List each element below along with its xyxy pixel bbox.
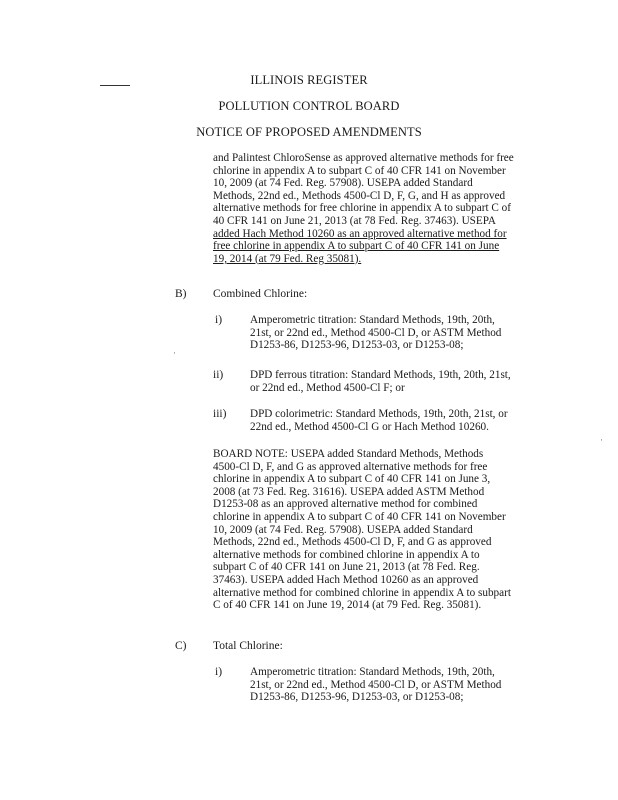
note-line: C of 40 CFR 141 on June 19, 2014 (at 79 Fed. Reg. 35081).	[213, 599, 482, 612]
section-c-label: C)	[175, 640, 187, 652]
intro-line: 40 CFR 141 on June 21, 2013 (at 78 Fed. Reg. 37463). USEPA	[213, 214, 497, 227]
text-line: DPD colorimetric: Standard Methods, 19th, 20th, 21st, or	[250, 408, 508, 420]
text-line: Amperometric titration: Standard Methods, 19th, 20th,	[250, 666, 495, 678]
notice-title: NOTICE OF PROPOSED AMENDMENTS	[196, 125, 422, 139]
b-item-2-num: ii)	[213, 369, 224, 381]
text-line: 21st, or 22nd ed., Method 4500-Cl D, or ASTM Method	[250, 678, 502, 691]
intro-line-amended: 19, 2014 (at 79 Fed. Reg 35081).	[213, 252, 362, 265]
b-item-3-text	[250, 408, 508, 433]
board-note	[213, 448, 511, 612]
b-item-1-text	[250, 314, 501, 352]
note-line: 10, 2009 (at 74 Fed. Reg. 57908). USEPA added Standard	[213, 523, 473, 536]
intro-line-amended: added Hach Method 10260 as an approved alternative method for	[213, 227, 507, 240]
register-title: ILLINOIS REGISTER	[250, 73, 368, 87]
text-line: 22nd ed., Method 4500-Cl G or Hach Method 10260.	[250, 420, 489, 433]
section-c-title: Total Chlorine:	[213, 640, 283, 652]
note-line: alternative methods for combined chlorine in appendix A to	[213, 548, 480, 561]
text-line: D1253-86, D1253-96, D1253-03, or D1253-08;	[250, 691, 464, 704]
intro-line: 10, 2009 (at 74 Fed. Reg. 57908). USEPA added Standard	[213, 177, 473, 190]
section-b-label: B)	[175, 288, 187, 300]
scan-speck: ·	[600, 435, 603, 445]
note-line: 2008 (at 73 Fed. Reg. 31616). USEPA added ASTM Method	[213, 485, 485, 498]
intro-line-amended: free chlorine in appendix A to subpart C of 40 CFR 141 on June	[213, 240, 500, 253]
b-item-3-num: iii)	[213, 408, 227, 420]
note-line: 4500-Cl D, F, and G as approved alternative methods for free	[213, 460, 488, 473]
note-line: chlorine in appendix A to subpart C of 40 CFR 141 on November	[213, 510, 506, 523]
text-line: 21st, or 22nd ed., Method 4500-Cl D, or ASTM Method	[250, 326, 502, 339]
intro-line: and Palintest ChloroSense as approved alternative methods for free	[213, 152, 514, 164]
scan-speck: ·	[173, 348, 176, 358]
note-line: 37463). USEPA added Hach Method 10260 as an approved	[213, 573, 479, 586]
board-title: POLLUTION CONTROL BOARD	[218, 99, 400, 113]
b-item-2-text	[250, 369, 511, 394]
note-line: chlorine in appendix A to subpart C of 40 CFR 141 on June 3,	[213, 473, 491, 486]
note-line: subpart C of 40 CFR 141 on June 21, 2013 (at 78 Fed. Reg.	[213, 561, 480, 574]
intro-line: chlorine in appendix A to subpart C of 40 CFR 141 on November	[213, 164, 506, 177]
intro-line: alternative methods for free chlorine in appendix A to subpart C of	[213, 202, 511, 215]
c-item-1-num: i)	[215, 666, 223, 678]
intro-line: Methods, 22nd ed., Methods 4500-Cl D, F, G, and H as approved	[213, 189, 506, 202]
note-line: BOARD NOTE: USEPA added Standard Methods, Methods	[213, 448, 484, 460]
note-line: alternative method for combined chlorine in appendix A to subpart	[213, 586, 511, 599]
text-line: D1253-86, D1253-96, D1253-03, or D1253-08;	[250, 339, 464, 352]
b-item-1-num: i)	[215, 314, 223, 326]
note-line: Methods, 22nd ed., Methods 4500-Cl D, F, and G as approved	[213, 536, 492, 549]
c-item-1-text	[250, 666, 501, 704]
text-line: Amperometric titration: Standard Methods, 19th, 20th,	[250, 314, 495, 326]
note-line: D1253-08 as an approved alternative method for combined	[213, 498, 478, 511]
section-b-title: Combined Chlorine:	[213, 288, 308, 300]
intro-paragraph	[213, 152, 514, 265]
text-line: or 22nd ed., Method 4500-Cl F; or	[250, 381, 405, 394]
text-line: DPD ferrous titration: Standard Methods, 19th, 20th, 21st,	[250, 369, 511, 381]
